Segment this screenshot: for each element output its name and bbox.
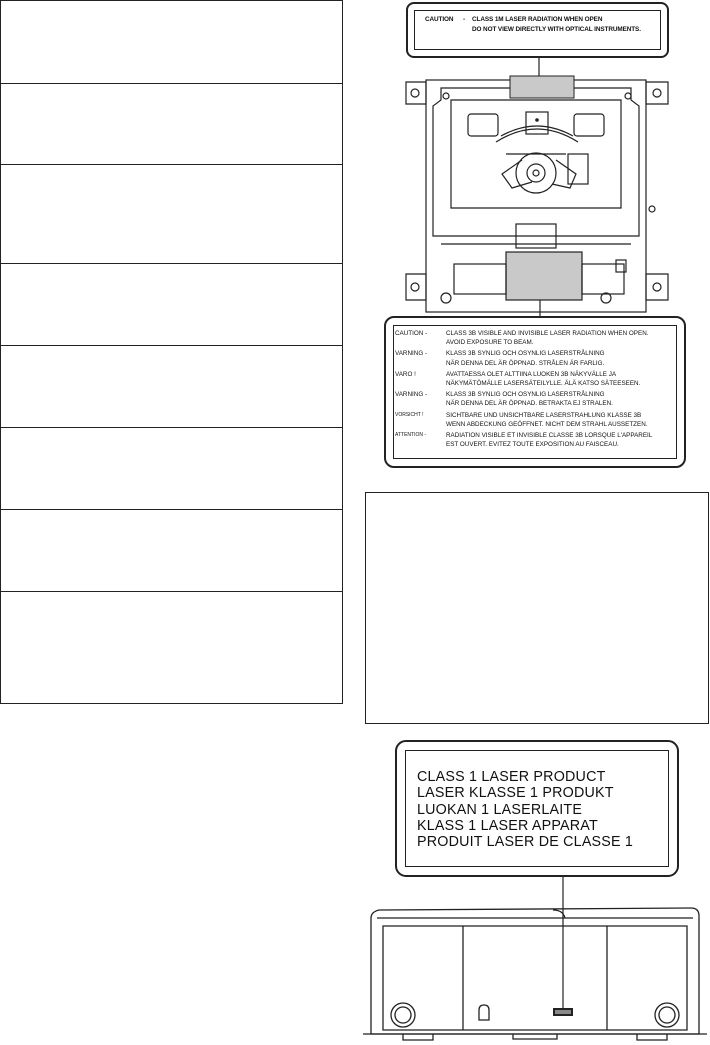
caution-row-text: KLASS 3B SYNLIG OCH OSYNLIG LASERSTRÅLNING (446, 350, 605, 358)
class1-laser-product-label (395, 740, 679, 877)
caution-row-text: WENN ABDECKUNG GEÖFFNET. NICHT DEM STRAHL AUSSETZEN. (446, 420, 648, 428)
caution-row (395, 390, 678, 408)
caution-line-2: DO NOT VIEW DIRECTLY WITH OPTICAL INSTRUMENTS. (472, 26, 641, 33)
caution-row-text: NÄR DENNA DEL ÄR ÖPPNAD. STRÅLEN ÄR FARLIG. (446, 359, 605, 367)
class1-line-4: KLASS 1 LASER APPARAT (417, 817, 598, 834)
caution-row (395, 431, 678, 449)
caution-row-text: AVOID EXPOSURE TO BEAM. (446, 339, 534, 347)
caution-row-language-key: VARNING - (395, 391, 428, 399)
caution-row-language-key: VARNING - (395, 350, 428, 358)
caution-row-language-key: ATTENTION - (395, 432, 427, 439)
cd-drive-mechanism-illustration (396, 74, 676, 324)
caution-label-class3b-multilingual (384, 316, 686, 468)
caution-title: CAUTION (425, 16, 454, 23)
class1-line-2: LASER KLASSE 1 PRODUKT (417, 785, 614, 802)
class1-line-5: PRODUIT LASER DE CLASSE 1 (417, 834, 634, 851)
caution-row-text: CLASS 3B VISIBLE AND INVISIBLE LASER RADIATION WHEN OPEN. (446, 330, 649, 337)
caution-rows (395, 329, 678, 451)
caution-row-language-key: VORSICHT ! (395, 411, 424, 418)
caution-row (395, 370, 678, 388)
caution-row-text: NÄKYMÄTÖMÄLLE LASERSÄTEILYLLE. ÄLÄ KATSO SÄTEESEEN. (446, 380, 641, 388)
class1-line-3: LUOKAN 1 LASERLAITE (417, 801, 583, 818)
caution-row (395, 329, 678, 347)
caution-row (395, 349, 678, 367)
caution-dash: - (463, 16, 466, 23)
caution-line-1: CLASS 1M LASER RADIATION WHEN OPEN (472, 16, 603, 23)
caution-row (395, 411, 678, 429)
unit-rear-panel-illustration (363, 870, 707, 1045)
caution-row-text: NÄR DENNA DEL ÄR ÖPPNAD. BETRAKTA EJ STRALEN. (446, 400, 613, 408)
caution-row-language-key: VARO ! (395, 370, 416, 378)
caution-row-text: EST OUVERT. EVITEZ TOUTE EXPOSITION AU FAISCEAU. (446, 441, 619, 449)
class1-line-1: CLASS 1 LASER PRODUCT (417, 769, 606, 785)
caution-row-text: AVATTAESSA OLET ALTTIINA LUOKEN 3B NÄKYVÄLLE JA (446, 370, 617, 378)
caution-row-language-key: CAUTION - (395, 330, 428, 337)
caution-row-text: KLASS 3B SYNLIG OCH OSYNLIG LASERSTRÅLNING (446, 391, 605, 399)
caution-row-text: SICHTBARE UND UNSICHTBARE LASERSTRAHLUNG KLASSE 3B (446, 411, 642, 419)
caution-row-text: RADIATION VISIBLE ET INVISIBLE CLASSE 3B LORSQUE L'APPAREIL (446, 432, 653, 440)
right-blank-box (365, 492, 709, 724)
